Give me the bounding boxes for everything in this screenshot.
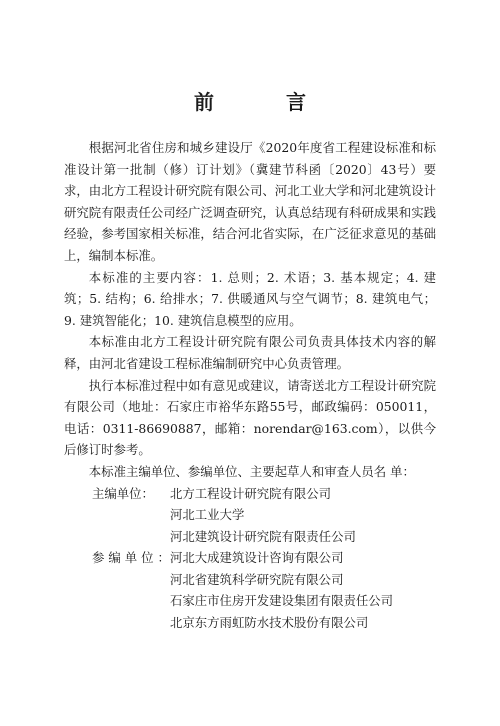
participating-unit-item: 河北大成建筑设计咨询有限公司 — [170, 550, 344, 566]
page-title: 前 言 — [194, 90, 332, 114]
participating-unit-item: 石家庄市住房开发建设集团有限责任公司 — [170, 593, 394, 609]
participating-units-list — [170, 547, 436, 633]
paragraph-units-intro: 本标准主编单位、参编单位、主要起草人和审查人员名 单： — [88, 463, 415, 479]
chief-units-label: 主编单位： — [92, 485, 154, 501]
participating-unit-item: 河北省建筑科学研究院有限公司 — [170, 571, 344, 587]
paragraph-background: 根据河北省住房和城乡建设厅《2020年度省工程建设标准和标准设计第一批制（修）订计划》（冀建节科函〔2020〕43号）要求，由北方工程设计研究院有限公司、河北工业大学和河北建筑设计研究院有限责任公司经广泛调查研究，认真总结现有科研成果和实践经验，参考国家相关标准，结合河北省实际，在广泛征求意见的基础上，编制本标准。 — [64, 140, 436, 263]
paragraph-main-content: 本标准的主要内容：1. 总则；2. 术语；3. 基本规定；4. 建筑；5. 结构；6. 给排水；7. 供暖通风与空气调节；8. 建筑电气；9. 建筑智能化；10. 建筑信息模型的应用。 — [64, 269, 436, 328]
participating-unit-item: 北京东方雨虹防水技术股份有限公司 — [170, 615, 369, 631]
chief-unit-item: 河北工业大学 — [170, 507, 245, 523]
chief-unit-item: 河北建筑设计研究院有限责任公司 — [170, 528, 356, 544]
participating-units-section — [64, 547, 436, 633]
participating-units-label: 参编单位： — [92, 550, 174, 566]
chief-units-section — [64, 483, 436, 548]
document-body — [64, 137, 436, 634]
paragraph-interpretation: 本标准由北方工程设计研究院有限公司负责具体技术内容的解释，由河北省建设工程标准编制研究中心负责管理。 — [64, 334, 436, 371]
participating-units-row — [64, 547, 436, 633]
chief-units-list — [170, 483, 436, 548]
chief-unit-item: 北方工程设计研究院有限公司 — [170, 485, 332, 501]
paragraph-feedback: 执行本标准过程中如有意见或建议，请寄送北方工程设计研究院有限公司（地址：石家庄市裕华东路55号，邮政编码：050011，电话：0311-86690887，邮箱：norendar@163.com），以供今后修订时参考。 — [64, 377, 436, 458]
chief-units-row — [64, 483, 436, 548]
